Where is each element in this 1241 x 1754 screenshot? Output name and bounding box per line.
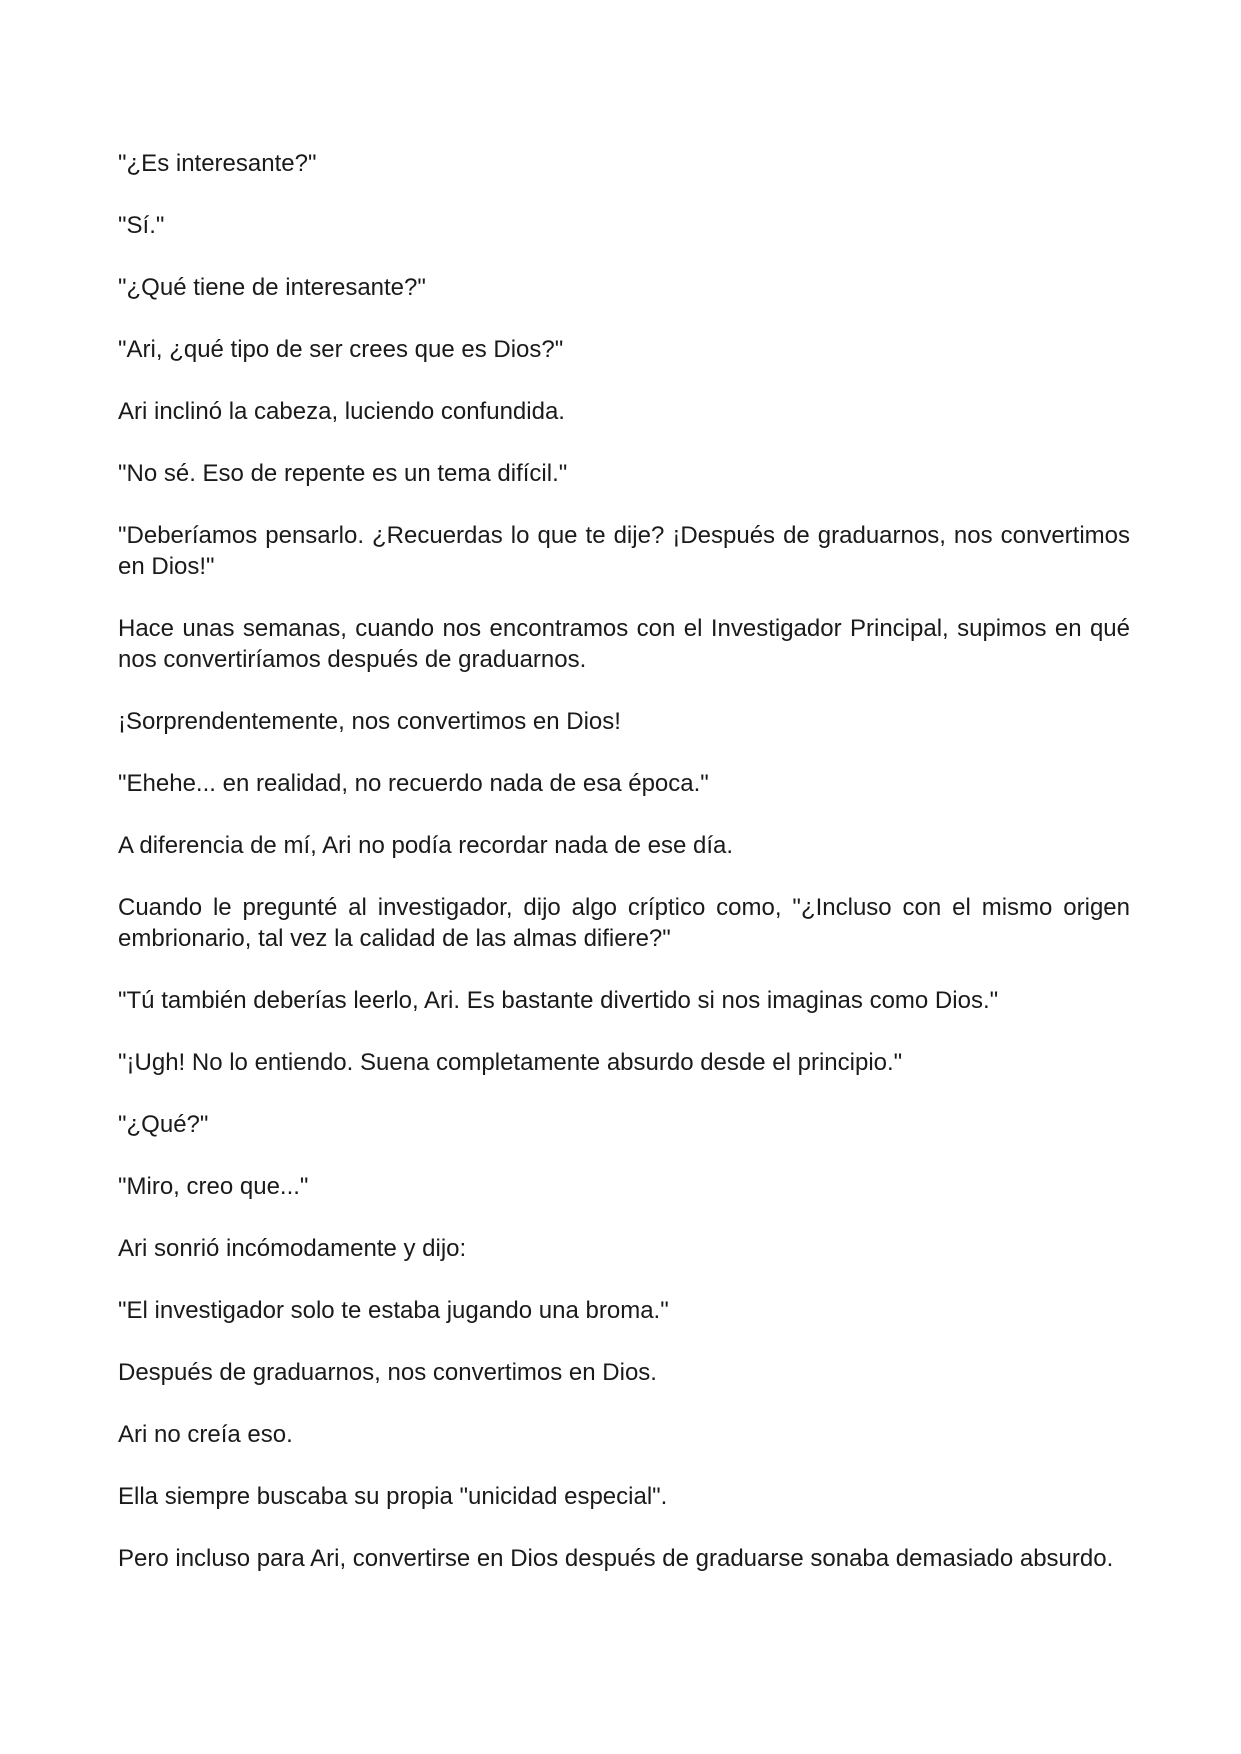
paragraph: A diferencia de mí, Ari no podía recordar nada de ese día.: [118, 832, 734, 859]
document-body: [118, 148, 1130, 1605]
paragraph: "¿Qué?": [118, 1111, 209, 1138]
paragraph: "Sí.": [118, 212, 165, 239]
paragraph: "¡Ugh! No lo entiendo. Suena completamente absurdo desde el principio.": [118, 1049, 903, 1076]
paragraph: Cuando le pregunté al investigador, dijo algo críptico como, "¿Incluso con el mismo origen embrionario, tal vez la calidad de las almas difiere?": [118, 894, 1130, 952]
paragraph: "No sé. Eso de repente es un tema difícil.": [118, 460, 568, 487]
paragraph: Ari sonrió incómodamente y dijo:: [118, 1235, 467, 1262]
paragraph: Después de graduarnos, nos convertimos en Dios.: [118, 1359, 657, 1386]
paragraph: Hace unas semanas, cuando nos encontramos con el Investigador Principal, supimos en qué nos convertiríamos después de graduarnos.: [118, 615, 1130, 673]
paragraph: "Deberíamos pensarlo. ¿Recuerdas lo que te dije? ¡Después de graduarnos, nos convertimos en Dios!": [118, 522, 1130, 580]
paragraph: "¿Qué tiene de interesante?": [118, 274, 426, 301]
paragraph: Ari no creía eso.: [118, 1421, 293, 1448]
paragraph: "El investigador solo te estaba jugando una broma.": [118, 1297, 669, 1324]
paragraph: "Ehehe... en realidad, no recuerdo nada de esa época.": [118, 770, 709, 797]
paragraph: ¡Sorprendentemente, nos convertimos en Dios!: [118, 708, 621, 735]
paragraph: "Miro, creo que...": [118, 1173, 309, 1200]
paragraph: Pero incluso para Ari, convertirse en Dios después de graduarse sonaba demasiado absurdo.: [118, 1545, 1114, 1572]
paragraph: "Ari, ¿qué tipo de ser crees que es Dios?": [118, 336, 564, 363]
paragraph: "¿Es interesante?": [118, 150, 317, 177]
paragraph: Ari inclinó la cabeza, luciendo confundida.: [118, 398, 565, 425]
paragraph: "Tú también deberías leerlo, Ari. Es bastante divertido si nos imaginas como Dios.": [118, 987, 999, 1014]
paragraph: Ella siempre buscaba su propia "unicidad especial".: [118, 1483, 668, 1510]
